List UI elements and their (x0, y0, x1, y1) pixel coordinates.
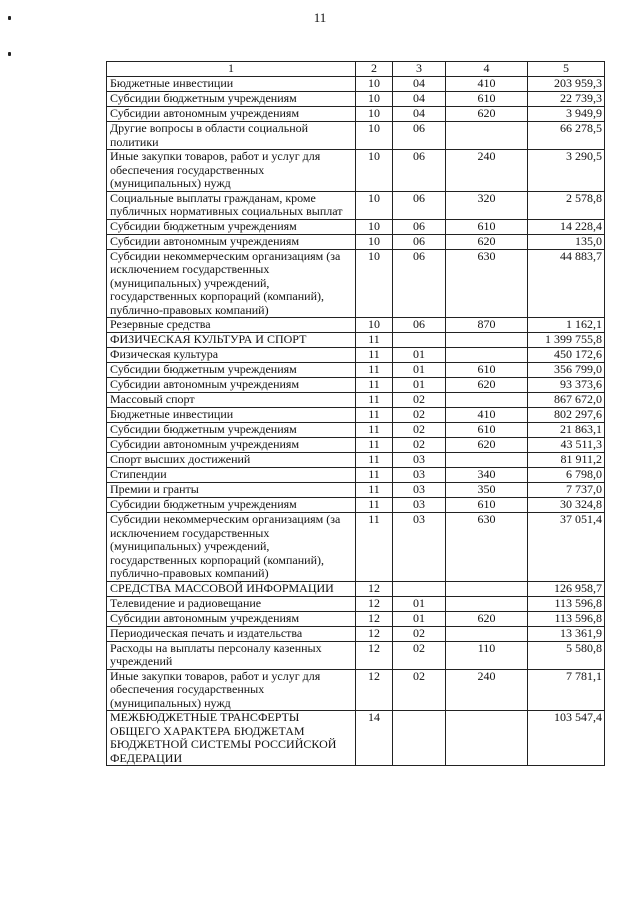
table-row (107, 581, 605, 596)
table-row (107, 333, 605, 348)
row-subsection-cell: 06 (393, 234, 446, 249)
row-subsection-cell: 04 (393, 107, 446, 122)
row-section-cell: 11 (356, 363, 393, 378)
row-expense-type-cell: 620 (446, 234, 528, 249)
row-amount-cell: 7 781,1 (528, 669, 605, 711)
table-row (107, 626, 605, 641)
row-name-cell: Субсидии автономным учреждениям (107, 378, 356, 393)
row-amount-cell: 81 911,2 (528, 453, 605, 468)
row-name-cell: Субсидии бюджетным учреждениям (107, 219, 356, 234)
row-amount-cell: 450 172,6 (528, 348, 605, 363)
row-subsection-cell: 02 (393, 393, 446, 408)
row-amount-cell: 22 739,3 (528, 92, 605, 107)
header-cell: 5 (528, 62, 605, 77)
row-name-cell: Резервные средства (107, 318, 356, 333)
row-name-cell: Субсидии автономным учреждениям (107, 611, 356, 626)
row-section-cell: 10 (356, 150, 393, 192)
table-row (107, 596, 605, 611)
row-amount-cell: 93 373,6 (528, 378, 605, 393)
row-expense-type-cell: 620 (446, 438, 528, 453)
row-name-cell: Субсидии бюджетным учреждениям (107, 423, 356, 438)
table-row (107, 611, 605, 626)
row-expense-type-cell (446, 581, 528, 596)
row-name-cell: Другие вопросы в области социальной политики (107, 122, 356, 150)
row-subsection-cell (393, 333, 446, 348)
row-expense-type-cell (446, 393, 528, 408)
row-subsection-cell: 04 (393, 77, 446, 92)
row-section-cell: 12 (356, 596, 393, 611)
row-name-cell: Субсидии бюджетным учреждениям (107, 363, 356, 378)
row-subsection-cell: 06 (393, 318, 446, 333)
table-row (107, 438, 605, 453)
row-expense-type-cell: 240 (446, 669, 528, 711)
row-name-cell: Субсидии некоммерческим организациям (за исключением государственных (муниципальных) учреждений, государственных корпораций (компаний), публично-правовых компаний) (107, 249, 356, 318)
row-name-cell: Бюджетные инвестиции (107, 408, 356, 423)
row-amount-cell: 3 290,5 (528, 150, 605, 192)
row-section-cell: 12 (356, 669, 393, 711)
row-amount-cell: 802 297,6 (528, 408, 605, 423)
row-name-cell: СРЕДСТВА МАССОВОЙ ИНФОРМАЦИИ (107, 581, 356, 596)
row-name-cell: Периодическая печать и издательства (107, 626, 356, 641)
row-name-cell: Иные закупки товаров, работ и услуг для обеспечения государственных (муниципальных) нужд (107, 150, 356, 192)
row-expense-type-cell: 320 (446, 191, 528, 219)
row-expense-type-cell: 340 (446, 468, 528, 483)
row-amount-cell: 30 324,8 (528, 498, 605, 513)
row-subsection-cell: 01 (393, 611, 446, 626)
row-subsection-cell: 03 (393, 513, 446, 582)
row-name-cell: Премии и гранты (107, 483, 356, 498)
row-subsection-cell: 01 (393, 348, 446, 363)
row-expense-type-cell: 610 (446, 363, 528, 378)
row-name-cell: Социальные выплаты гражданам, кроме публичных нормативных социальных выплат (107, 191, 356, 219)
row-amount-cell: 66 278,5 (528, 122, 605, 150)
row-section-cell: 11 (356, 423, 393, 438)
row-subsection-cell: 06 (393, 150, 446, 192)
row-section-cell: 11 (356, 453, 393, 468)
row-name-cell: Спорт высших достижений (107, 453, 356, 468)
table-row (107, 453, 605, 468)
row-section-cell: 10 (356, 219, 393, 234)
budget-table (106, 61, 605, 766)
row-subsection-cell: 03 (393, 483, 446, 498)
row-subsection-cell: 03 (393, 453, 446, 468)
row-expense-type-cell: 620 (446, 378, 528, 393)
table-row (107, 92, 605, 107)
row-name-cell: Субсидии автономным учреждениям (107, 107, 356, 122)
row-section-cell: 11 (356, 378, 393, 393)
row-expense-type-cell (446, 626, 528, 641)
row-section-cell: 10 (356, 318, 393, 333)
row-amount-cell: 14 228,4 (528, 219, 605, 234)
table-row (107, 393, 605, 408)
table-row (107, 483, 605, 498)
table-row (107, 318, 605, 333)
row-amount-cell: 113 596,8 (528, 596, 605, 611)
table-row (107, 669, 605, 711)
row-section-cell: 10 (356, 191, 393, 219)
row-expense-type-cell: 630 (446, 513, 528, 582)
row-expense-type-cell: 610 (446, 219, 528, 234)
row-section-cell: 14 (356, 711, 393, 766)
row-expense-type-cell: 610 (446, 423, 528, 438)
row-subsection-cell: 02 (393, 423, 446, 438)
table-row (107, 348, 605, 363)
row-expense-type-cell: 610 (446, 498, 528, 513)
row-section-cell: 11 (356, 393, 393, 408)
row-amount-cell: 37 051,4 (528, 513, 605, 582)
row-amount-cell: 5 580,8 (528, 641, 605, 669)
row-name-cell: Бюджетные инвестиции (107, 77, 356, 92)
row-section-cell: 12 (356, 626, 393, 641)
row-expense-type-cell: 610 (446, 92, 528, 107)
row-subsection-cell: 03 (393, 468, 446, 483)
row-amount-cell: 13 361,9 (528, 626, 605, 641)
row-subsection-cell: 02 (393, 641, 446, 669)
row-subsection-cell (393, 711, 446, 766)
row-section-cell: 11 (356, 438, 393, 453)
row-expense-type-cell: 110 (446, 641, 528, 669)
table-row (107, 711, 605, 766)
row-section-cell: 12 (356, 641, 393, 669)
row-expense-type-cell (446, 453, 528, 468)
row-subsection-cell: 03 (393, 498, 446, 513)
row-subsection-cell: 01 (393, 596, 446, 611)
row-expense-type-cell (446, 348, 528, 363)
row-expense-type-cell: 350 (446, 483, 528, 498)
table-row (107, 191, 605, 219)
row-subsection-cell: 01 (393, 363, 446, 378)
scan-mark (8, 16, 11, 20)
row-name-cell: Иные закупки товаров, работ и услуг для обеспечения государственных (муниципальных) нужд (107, 669, 356, 711)
table-row (107, 249, 605, 318)
row-section-cell: 10 (356, 122, 393, 150)
row-expense-type-cell: 630 (446, 249, 528, 318)
row-name-cell: ФИЗИЧЕСКАЯ КУЛЬТУРА И СПОРТ (107, 333, 356, 348)
row-subsection-cell: 06 (393, 219, 446, 234)
table-row (107, 513, 605, 582)
row-subsection-cell: 06 (393, 122, 446, 150)
table-header-row (107, 62, 605, 77)
row-section-cell: 10 (356, 107, 393, 122)
row-name-cell: МЕЖБЮДЖЕТНЫЕ ТРАНСФЕРТЫ ОБЩЕГО ХАРАКТЕРА БЮДЖЕТАМ БЮДЖЕТНОЙ СИСТЕМЫ РОССИЙСКОЙ ФЕДЕРАЦИИ (107, 711, 356, 766)
row-section-cell: 10 (356, 77, 393, 92)
header-cell: 2 (356, 62, 393, 77)
row-subsection-cell: 04 (393, 92, 446, 107)
row-amount-cell: 135,0 (528, 234, 605, 249)
row-amount-cell: 356 799,0 (528, 363, 605, 378)
row-subsection-cell: 02 (393, 626, 446, 641)
header-cell: 1 (107, 62, 356, 77)
row-section-cell: 11 (356, 498, 393, 513)
row-name-cell: Расходы на выплаты персоналу казенных учреждений (107, 641, 356, 669)
row-section-cell: 11 (356, 333, 393, 348)
row-subsection-cell: 02 (393, 408, 446, 423)
table-row (107, 122, 605, 150)
row-expense-type-cell (446, 596, 528, 611)
row-name-cell: Субсидии бюджетным учреждениям (107, 498, 356, 513)
header-cell: 3 (393, 62, 446, 77)
header-cell: 4 (446, 62, 528, 77)
row-expense-type-cell: 620 (446, 107, 528, 122)
row-expense-type-cell (446, 333, 528, 348)
row-section-cell: 10 (356, 249, 393, 318)
row-amount-cell: 113 596,8 (528, 611, 605, 626)
table-row (107, 107, 605, 122)
row-subsection-cell: 06 (393, 191, 446, 219)
row-expense-type-cell: 410 (446, 77, 528, 92)
table-row (107, 77, 605, 92)
row-subsection-cell: 02 (393, 669, 446, 711)
row-section-cell: 10 (356, 92, 393, 107)
row-expense-type-cell: 240 (446, 150, 528, 192)
table-row (107, 234, 605, 249)
row-name-cell: Субсидии некоммерческим организациям (за исключением государственных (муниципальных) учреждений, государственных корпораций (компаний), публично-правовых компаний) (107, 513, 356, 582)
row-expense-type-cell (446, 711, 528, 766)
row-name-cell: Стипендии (107, 468, 356, 483)
row-subsection-cell: 06 (393, 249, 446, 318)
row-subsection-cell (393, 581, 446, 596)
row-expense-type-cell: 870 (446, 318, 528, 333)
row-amount-cell: 3 949,9 (528, 107, 605, 122)
page-number: 11 (313, 10, 327, 25)
row-name-cell: Субсидии бюджетным учреждениям (107, 92, 356, 107)
table-row (107, 363, 605, 378)
row-section-cell: 11 (356, 483, 393, 498)
table-row (107, 150, 605, 192)
row-name-cell: Субсидии автономным учреждениям (107, 234, 356, 249)
table-row (107, 498, 605, 513)
row-section-cell: 11 (356, 468, 393, 483)
table-row (107, 641, 605, 669)
row-section-cell: 11 (356, 408, 393, 423)
scan-mark (8, 52, 11, 56)
row-subsection-cell: 01 (393, 378, 446, 393)
table-row (107, 423, 605, 438)
row-section-cell: 11 (356, 348, 393, 363)
row-amount-cell: 6 798,0 (528, 468, 605, 483)
row-amount-cell: 126 958,7 (528, 581, 605, 596)
row-amount-cell: 1 162,1 (528, 318, 605, 333)
table-row (107, 468, 605, 483)
row-name-cell: Субсидии автономным учреждениям (107, 438, 356, 453)
row-amount-cell: 21 863,1 (528, 423, 605, 438)
row-expense-type-cell: 620 (446, 611, 528, 626)
row-amount-cell: 2 578,8 (528, 191, 605, 219)
row-expense-type-cell: 410 (446, 408, 528, 423)
row-amount-cell: 7 737,0 (528, 483, 605, 498)
row-amount-cell: 203 959,3 (528, 77, 605, 92)
row-expense-type-cell (446, 122, 528, 150)
row-section-cell: 12 (356, 581, 393, 596)
row-section-cell: 10 (356, 234, 393, 249)
table-row (107, 219, 605, 234)
table-row (107, 378, 605, 393)
row-name-cell: Массовый спорт (107, 393, 356, 408)
row-amount-cell: 103 547,4 (528, 711, 605, 766)
row-subsection-cell: 02 (393, 438, 446, 453)
row-name-cell: Телевидение и радиовещание (107, 596, 356, 611)
row-amount-cell: 44 883,7 (528, 249, 605, 318)
row-amount-cell: 867 672,0 (528, 393, 605, 408)
table-row (107, 408, 605, 423)
row-name-cell: Физическая культура (107, 348, 356, 363)
row-amount-cell: 1 399 755,8 (528, 333, 605, 348)
row-amount-cell: 43 511,3 (528, 438, 605, 453)
row-section-cell: 11 (356, 513, 393, 582)
row-section-cell: 12 (356, 611, 393, 626)
